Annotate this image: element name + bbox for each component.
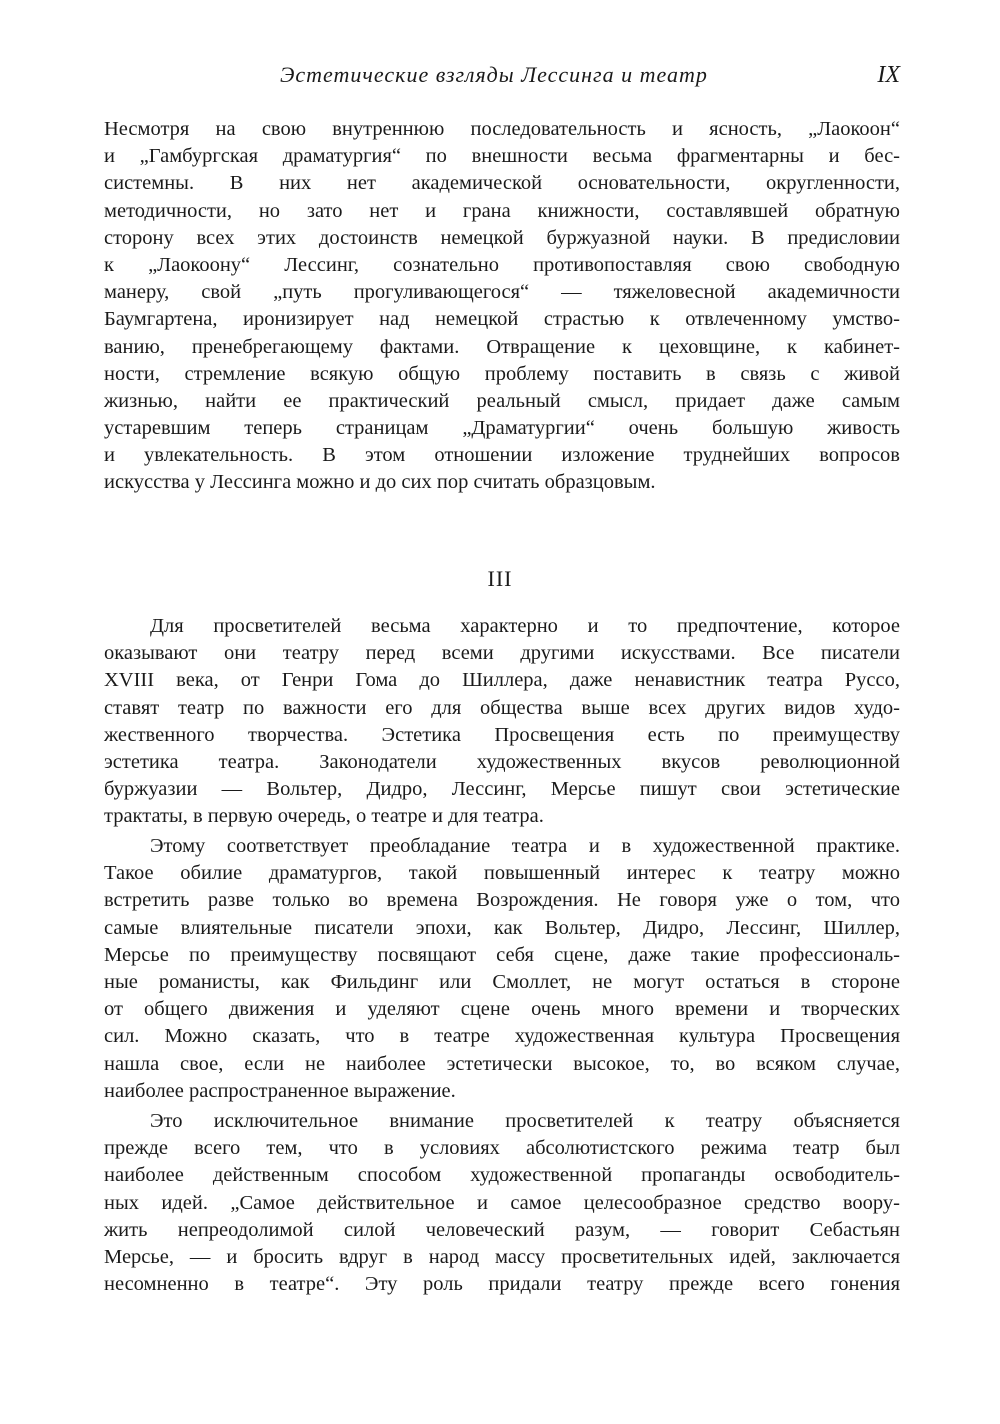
- paragraph-4: [104, 1108, 900, 1298]
- text-line: Этому соответствует преобладание театра и в художественной практике.: [150, 835, 900, 857]
- text-line: встретить разве только во времена Возрождения. Не говоря уже о том, что: [104, 889, 900, 912]
- paragraph-1: [104, 116, 900, 497]
- text-line: искусства у Лессинга можно и до сих пор считать образцовым.: [104, 471, 656, 494]
- text-line: от общего движения и уделяют сцене очень много времени и творческих: [104, 998, 900, 1021]
- text-line: наиболее действенным способом художественной пропаганды освободитель-: [104, 1164, 900, 1187]
- text-line: ванию, пренебрегающему фактами. Отвращение к цеховщине, к кабинет-: [104, 335, 900, 358]
- text-line: Несмотря на свою внутреннюю последовательность и ясность, „Лаокоон“: [104, 118, 900, 140]
- text-line: устаревшим теперь страницам „Драматургии“ очень большую живость: [104, 417, 900, 440]
- text-line: ные романисты, как Фильдинг или Смоллет, не могут остаться в стороне: [104, 970, 900, 993]
- running-title: Эстетические взгляды Лессинга и театр: [280, 62, 708, 87]
- text-line: Баумгартена, иронизирует над немецкой страстью к отвлеченному умство-: [104, 308, 900, 331]
- text-line: ных идей. „Самое действительное и самое целесообразное средство воору-: [104, 1191, 900, 1214]
- text-line: и „Гамбургская драматургия“ по внешности весьма фрагментарны и бес-: [104, 145, 900, 168]
- text-line: жизнью, найти ее практический реальный смысл, придает даже самым: [104, 389, 900, 412]
- text-line: Такое обилие драматургов, такой повышенный интерес к театру можно: [104, 862, 900, 885]
- text-line: жить непреодолимой силой человеческий разум, — говорит Себастьян: [104, 1218, 900, 1241]
- text-line: самые влиятельные писатели эпохи, как Вольтер, Дидро, Лессинг, Шиллер,: [104, 916, 900, 939]
- text-line: Мерсье, — и бросить вдруг в народ массу просветительных идей, заключается: [104, 1245, 900, 1268]
- text-line: оказывают они театру перед всеми другими искусствами. Все писатели: [104, 642, 900, 665]
- paragraph-3: [104, 833, 900, 1105]
- section-heading: III: [487, 566, 513, 591]
- text-line: несомненно в театре“. Эту роль придали театру прежде всего гонения: [104, 1273, 900, 1296]
- paragraph-2: [104, 613, 900, 831]
- text-line: жественного творчества. Эстетика Просвещения есть по преимуществу: [104, 723, 900, 746]
- text-line: манеру, свой „путь прогуливающегося“ — тяжеловесной академичности: [104, 281, 900, 304]
- text-line: нашла свое, если не наиболее эстетически высокое, то, во всяком случае,: [104, 1052, 900, 1075]
- text-line: Для просветителей весьма характерно и то предпочтение, которое: [150, 615, 900, 637]
- text-line: сторону всех этих достоинств немецкой буржуазной науки. В предисловии: [104, 226, 900, 249]
- text-line: прежде всего тем, что в условиях абсолютистского режима театр был: [104, 1137, 900, 1160]
- text-line: наиболее распространенное выражение.: [104, 1079, 456, 1102]
- text-line: Это исключительное внимание просветителей к театру объясняется: [150, 1110, 900, 1132]
- text-line: трактаты, в первую очередь, о театре и для театра.: [104, 805, 544, 828]
- text-line: к „Лаокоону“ Лессинг, сознательно противопоставляя свою свободную: [104, 253, 900, 276]
- text-line: сил. Можно сказать, что в театре художественная культура Просвещения: [104, 1025, 900, 1048]
- page-header: [104, 62, 900, 92]
- text-line: методичности, но зато нет и грана книжности, составлявшей обратную: [104, 199, 900, 222]
- page-number: IX: [877, 62, 900, 88]
- text-line: ставят театр по важности его для общества выше всех других видов худо-: [104, 696, 900, 719]
- text-line: эстетика театра. Законодатели художественных вкусов революционной: [104, 750, 900, 773]
- text-line: Мерсье по преимуществу посвящают себя сцене, даже такие профессиональ-: [104, 943, 900, 966]
- text-line: буржуазии — Вольтер, Дидро, Лессинг, Мерсье пишут свои эстетические: [104, 778, 900, 801]
- text-line: XVIII века, от Генри Гома до Шиллера, даже ненавистник театра Руссо,: [104, 669, 900, 692]
- text-line: ности, стремление всякую общую проблему поставить в связь с живой: [104, 362, 900, 385]
- text-line: и увлекательность. В этом отношении изложение труднейших вопросов: [104, 444, 900, 467]
- text-line: системны. В них нет академической основательности, округленности,: [104, 172, 900, 195]
